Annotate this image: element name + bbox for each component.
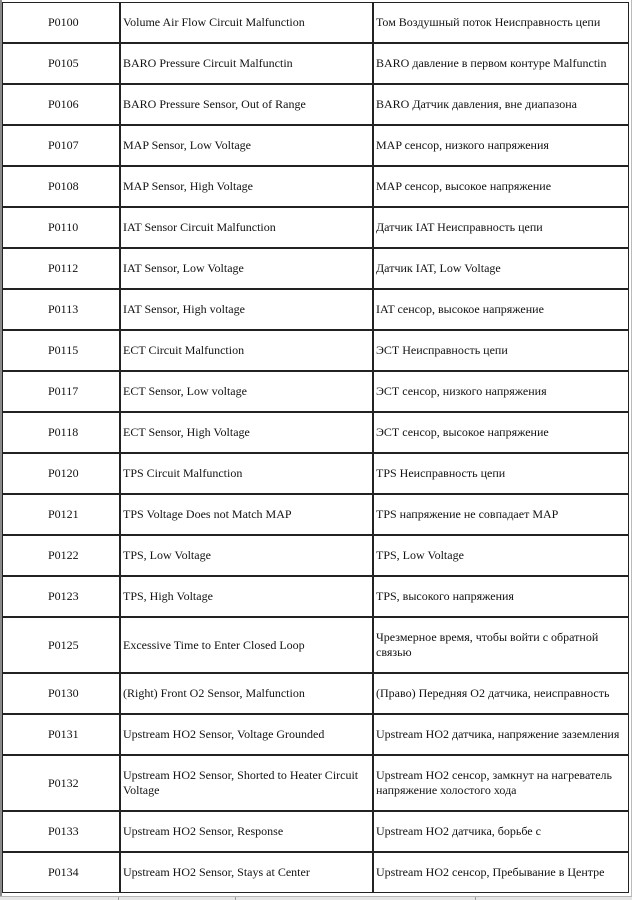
english-description-cell: IAT Sensor Circuit Malfunction [120,207,373,248]
english-description-cell: Excessive Time to Enter Closed Loop [120,617,373,673]
russian-description-cell: MAP сенсор, высокое напряжение [373,166,629,207]
code-cell: P0117 [2,371,120,412]
russian-description-cell: ЭСТ сенсор, высокое напряжение [373,412,629,453]
russian-description-cell: TPS напряжение не совпадает MAP [373,494,629,535]
russian-description-cell: Upstream HO2 датчика, борьбе с [373,811,629,852]
table-row [2,714,629,755]
code-cell: P0122 [2,535,120,576]
russian-description-cell: ЭСТ сенсор, низкого напряжения [373,371,629,412]
table-row [2,84,629,125]
english-description-cell: ECT Sensor, High Voltage [120,412,373,453]
russian-description-cell: (Право) Передняя O2 датчика, неисправность [373,673,629,714]
code-cell: P0123 [2,576,120,617]
russian-description-cell: Upstream HO2 сенсор, Пребывание в Центре [373,852,629,893]
russian-description-cell: Upstream HO2 сенсор, замкнут на нагреватель напряжение холостого хода [373,755,629,811]
english-description-cell: ECT Circuit Malfunction [120,330,373,371]
table-row [2,330,629,371]
code-cell: P0134 [2,852,120,893]
table-row [2,248,629,289]
code-cell: P0120 [2,453,120,494]
russian-description-cell: MAP сенсор, низкого напряжения [373,125,629,166]
english-description-cell: Upstream HO2 Sensor, Stays at Center [120,852,373,893]
table-row [2,289,629,330]
russian-description-cell: TPS Неисправность цепи [373,453,629,494]
table-row [2,811,629,852]
russian-description-cell: BARO давление в первом контуре Malfunctin [373,43,629,84]
code-cell: P0106 [2,84,120,125]
window-bottom-edge [0,896,632,900]
table-row [2,412,629,453]
russian-description-cell: ЭСТ Неисправность цепи [373,330,629,371]
code-cell: P0108 [2,166,120,207]
code-cell: P0121 [2,494,120,535]
code-cell: P0132 [2,755,120,811]
code-cell: P0113 [2,289,120,330]
code-cell: P0100 [2,2,120,43]
russian-description-cell: Датчик IAT Неисправность цепи [373,207,629,248]
code-cell: P0105 [2,43,120,84]
table-row [2,371,629,412]
english-description-cell: TPS, Low Voltage [120,535,373,576]
table-row [2,852,629,893]
table-row [2,453,629,494]
english-description-cell: Upstream HO2 Sensor, Shorted to Heater Circuit Voltage [120,755,373,811]
code-cell: P0112 [2,248,120,289]
english-description-cell: TPS Circuit Malfunction [120,453,373,494]
table-row [2,576,629,617]
russian-description-cell: BARO Датчик давления, вне диапазона [373,84,629,125]
english-description-cell: Upstream HO2 Sensor, Voltage Grounded [120,714,373,755]
russian-description-cell: Том Воздушный поток Неисправность цепи [373,2,629,43]
table-row [2,207,629,248]
table-row [2,755,629,811]
table-row [2,2,629,43]
table-row [2,673,629,714]
code-cell: P0110 [2,207,120,248]
english-description-cell: IAT Sensor, High voltage [120,289,373,330]
russian-description-cell: Upstream HO2 датчика, напряжение заземления [373,714,629,755]
english-description-cell: IAT Sensor, Low Voltage [120,248,373,289]
code-cell: P0131 [2,714,120,755]
code-cell: P0115 [2,330,120,371]
russian-description-cell: Датчик IAT, Low Voltage [373,248,629,289]
table-row [2,125,629,166]
code-cell: P0133 [2,811,120,852]
table-row [2,166,629,207]
english-description-cell: TPS, High Voltage [120,576,373,617]
code-cell: P0107 [2,125,120,166]
english-description-cell: BARO Pressure Sensor, Out of Range [120,84,373,125]
russian-description-cell: TPS, Low Voltage [373,535,629,576]
table-row [2,617,629,673]
russian-description-cell: IAT сенсор, высокое напряжение [373,289,629,330]
table-row [2,494,629,535]
english-description-cell: (Right) Front O2 Sensor, Malfunction [120,673,373,714]
code-cell: P0125 [2,617,120,673]
russian-description-cell: Чрезмерное время, чтобы войти с обратной связью [373,617,629,673]
english-description-cell: MAP Sensor, High Voltage [120,166,373,207]
table-row [2,43,629,84]
english-description-cell: Volume Air Flow Circuit Malfunction [120,2,373,43]
code-cell: P0118 [2,412,120,453]
russian-description-cell: TPS, высокого напряжения [373,576,629,617]
table-row [2,535,629,576]
english-description-cell: Upstream HO2 Sensor, Response [120,811,373,852]
english-description-cell: MAP Sensor, Low Voltage [120,125,373,166]
english-description-cell: ECT Sensor, Low voltage [120,371,373,412]
diagnostic-codes-table [2,2,629,893]
english-description-cell: TPS Voltage Does not Match MAP [120,494,373,535]
code-cell: P0130 [2,673,120,714]
english-description-cell: BARO Pressure Circuit Malfunctin [120,43,373,84]
